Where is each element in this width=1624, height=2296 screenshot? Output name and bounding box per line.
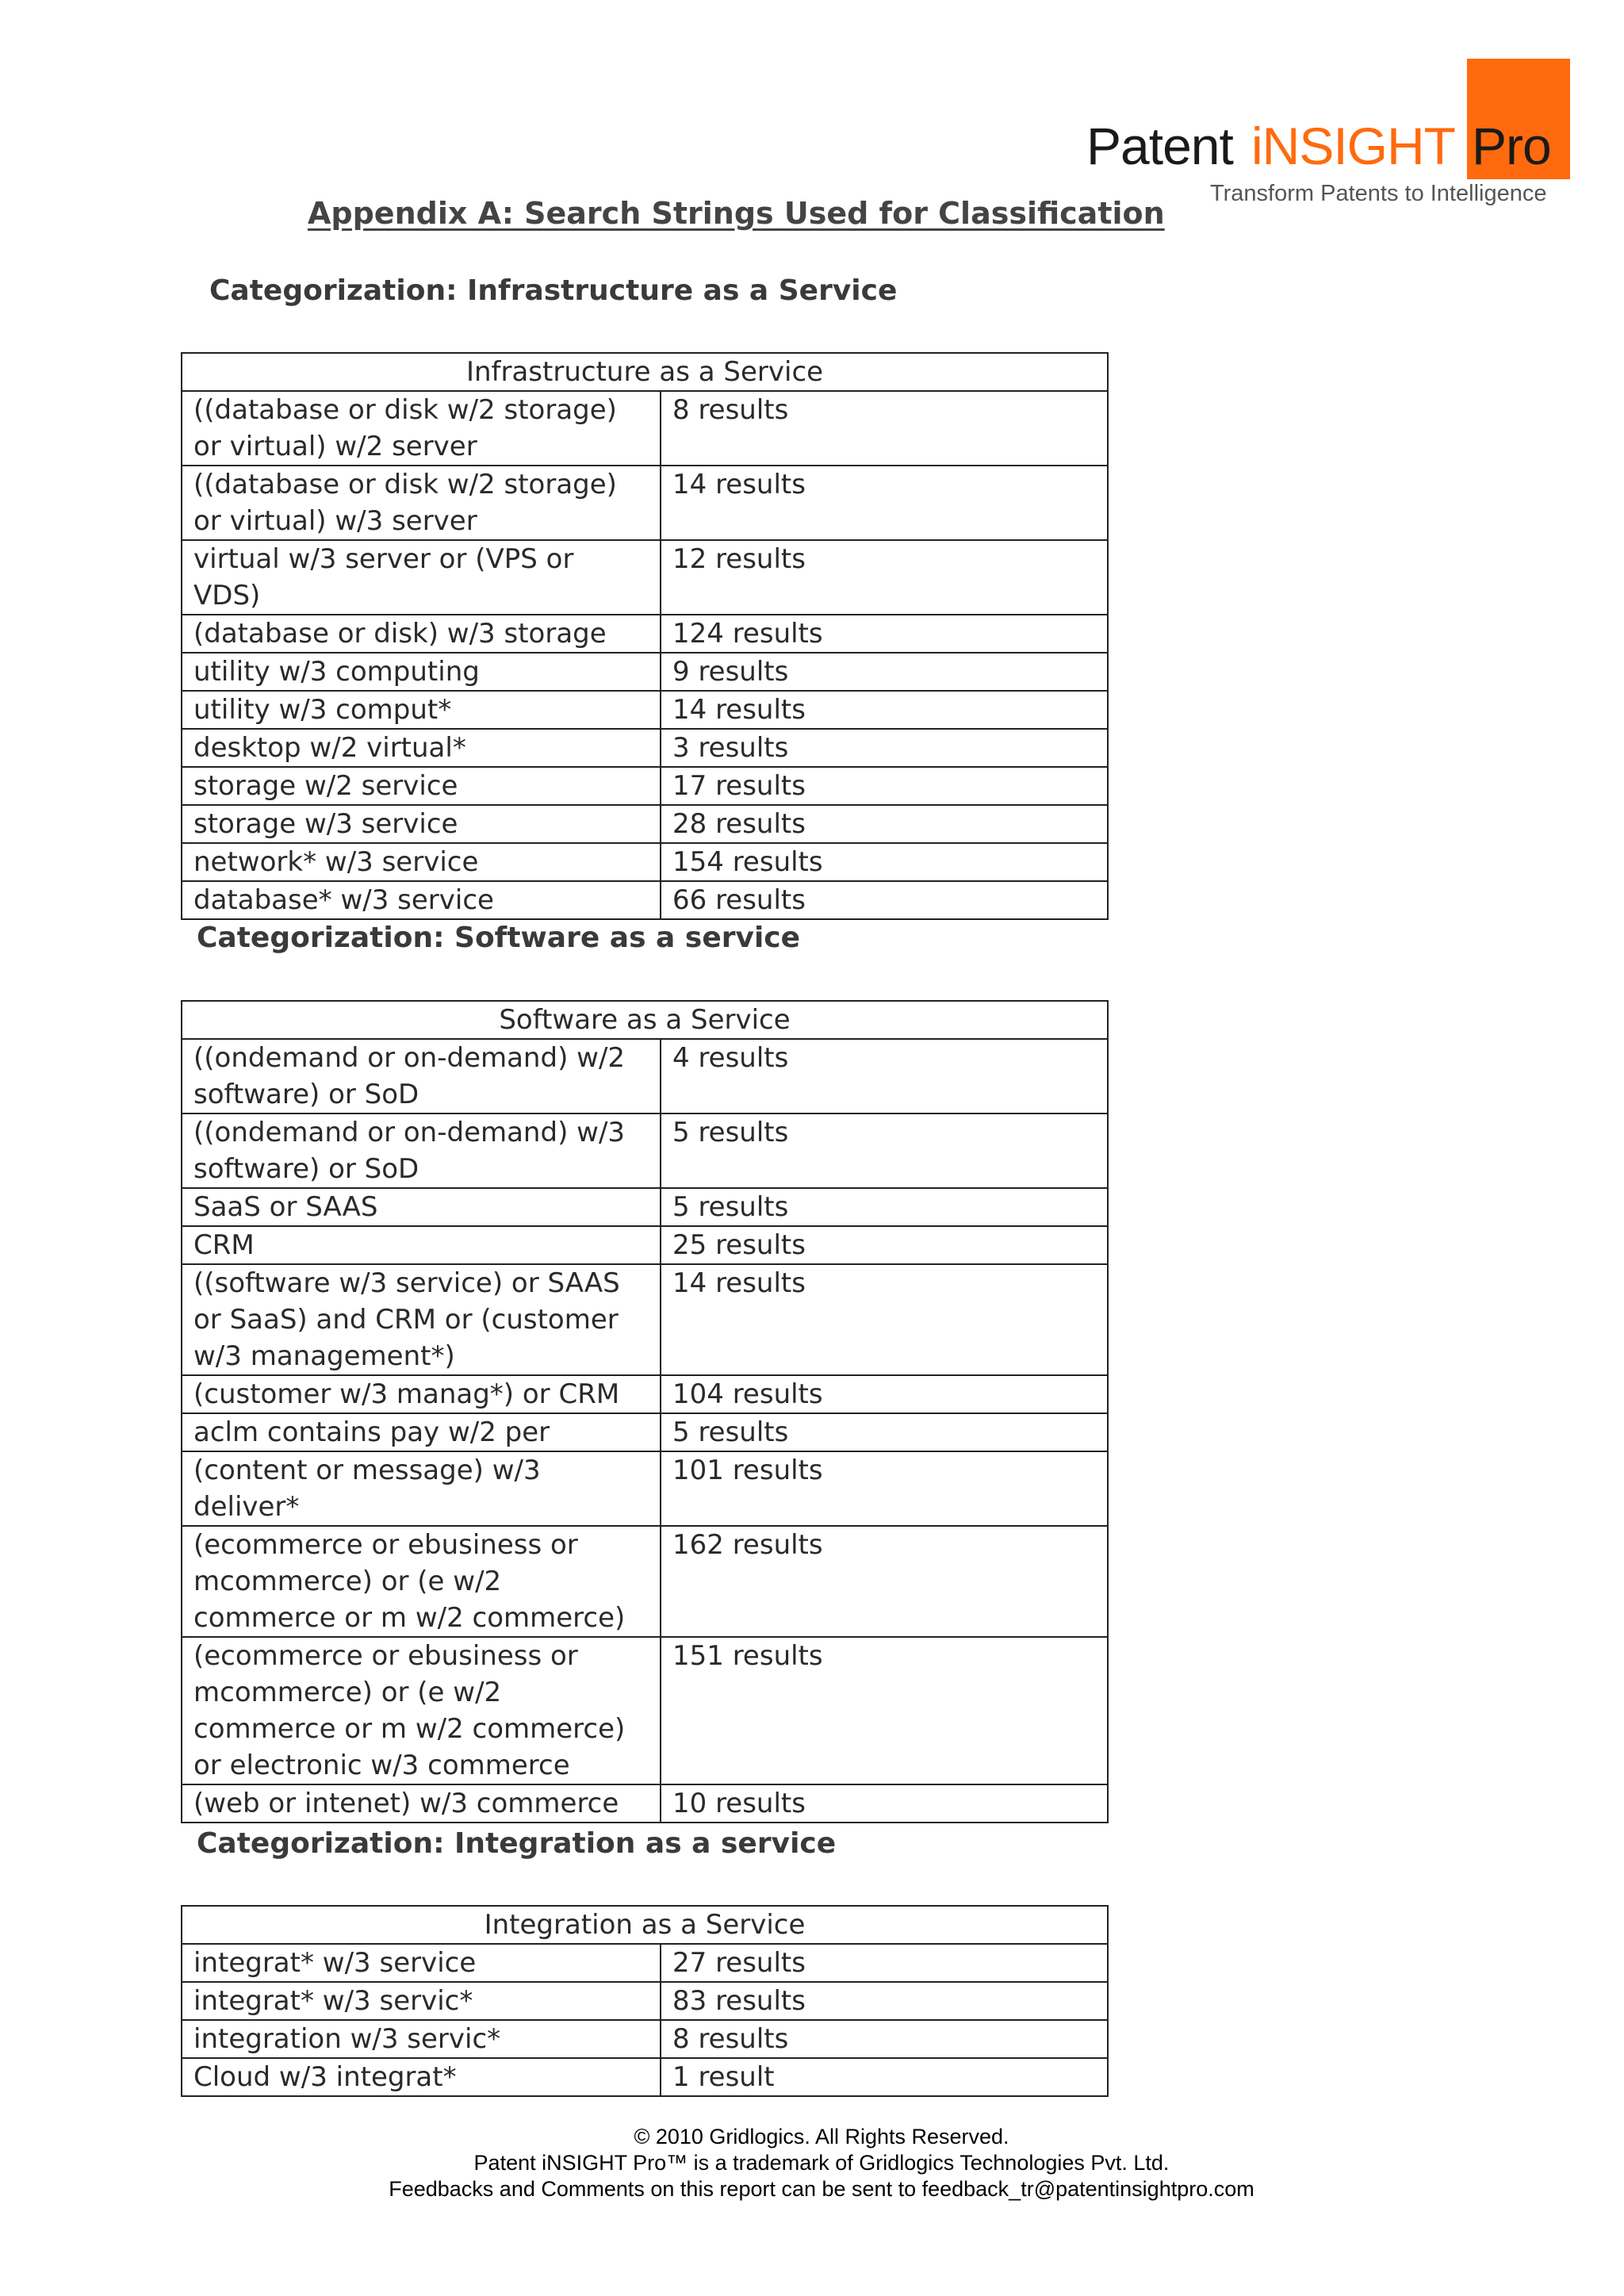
result-count-cell: 14 results [661,466,1108,540]
table-row [182,767,1108,805]
search-string-cell: CRM [182,1226,661,1264]
result-count-cell: 83 results [661,1982,1108,2020]
result-count-cell: 17 results [661,767,1108,805]
search-string-cell: network* w/3 service [182,843,661,881]
table-title-row [182,1906,1108,1944]
search-string-cell: Cloud w/3 integrat* [182,2058,661,2096]
result-count-cell: 5 results [661,1413,1108,1451]
result-count-cell: 151 results [661,1637,1108,1784]
result-count-cell: 162 results [661,1526,1108,1637]
footer-feedback: Feedbacks and Comments on this report can be sent to feedback_tr@patentinsightpro.com [389,2177,1254,2201]
table-row [182,615,1108,653]
table-title: Integration as a Service [182,1906,1108,1944]
result-count-cell: 101 results [661,1451,1108,1526]
table-row [182,1944,1108,1982]
logo-word-patent: Patent [1086,117,1233,175]
table-row [182,1637,1108,1784]
logo-word-pro: Pro [1472,117,1551,175]
patent-insight-pro-logo [1086,57,1578,216]
table-row [182,1264,1108,1375]
search-string-cell: storage w/2 service [182,767,661,805]
search-string-cell: (ecommerce or ebusiness or mcommerce) or (e w/2 commerce or m w/2 commerce) [182,1526,661,1637]
result-count-cell: 66 results [661,881,1108,919]
search-string-cell: ((database or disk w/2 storage) or virtual) w/2 server [182,391,661,466]
result-count-cell: 10 results [661,1784,1108,1823]
table-row [182,1451,1108,1526]
search-string-cell: ((ondemand or on-demand) w/3 software) or SoD [182,1114,661,1188]
result-count-cell: 5 results [661,1188,1108,1226]
footer-trademark: Patent iNSIGHT Pro™ is a trademark of Gridlogics Technologies Pvt. Ltd. [473,2151,1170,2175]
search-string-cell: (web or intenet) w/3 commerce [182,1784,661,1823]
search-string-cell: (customer w/3 manag*) or CRM [182,1375,661,1413]
table-row [182,2058,1108,2096]
result-count-cell: 104 results [661,1375,1108,1413]
search-string-cell: (content or message) w/3 deliver* [182,1451,661,1526]
page-footer [0,2124,1624,2202]
software-table [181,1000,1109,1823]
table-row [182,1526,1108,1637]
result-count-cell: 5 results [661,1114,1108,1188]
search-string-cell: utility w/3 comput* [182,691,661,729]
table-row [182,729,1108,767]
result-count-cell: 12 results [661,540,1108,615]
table-row [182,466,1108,540]
section-heading-infrastructure: Categorization: Infrastructure as a Service [209,274,898,307]
table-row [182,1375,1108,1413]
table-row [182,1784,1108,1823]
search-string-cell: desktop w/2 virtual* [182,729,661,767]
result-count-cell: 4 results [661,1039,1108,1114]
table-row [182,691,1108,729]
search-string-cell: storage w/3 service [182,805,661,843]
search-string-cell: virtual w/3 server or (VPS or VDS) [182,540,661,615]
appendix-title: Appendix A: Search Strings Used for Classification [308,196,1165,231]
result-count-cell: 3 results [661,729,1108,767]
logo-tagline: Transform Patents to Intelligence [1210,181,1547,206]
search-string-cell: database* w/3 service [182,881,661,919]
integration-table [181,1905,1109,2097]
search-string-cell: (ecommerce or ebusiness or mcommerce) or (e w/2 commerce or m w/2 commerce) or electronic w/3 commerce [182,1637,661,1784]
table-row [182,1413,1108,1451]
table-row [182,1188,1108,1226]
search-string-cell: aclm contains pay w/2 per [182,1413,661,1451]
table-row [182,391,1108,466]
result-count-cell: 154 results [661,843,1108,881]
search-string-cell: integrat* w/3 service [182,1944,661,1982]
search-string-cell: ((ondemand or on-demand) w/2 software) or SoD [182,1039,661,1114]
search-string-cell: (database or disk) w/3 storage [182,615,661,653]
search-string-cell: utility w/3 computing [182,653,661,691]
table-row [182,843,1108,881]
table-row [182,881,1108,919]
table-row [182,1982,1108,2020]
result-count-cell: 9 results [661,653,1108,691]
result-count-cell: 28 results [661,805,1108,843]
result-count-cell: 1 result [661,2058,1108,2096]
table-title: Infrastructure as a Service [182,353,1108,391]
section-heading-software: Categorization: Software as a service [197,922,801,954]
search-string-cell: integration w/3 servic* [182,2020,661,2058]
result-count-cell: 25 results [661,1226,1108,1264]
table-title: Software as a Service [182,1001,1108,1039]
table-row [182,1226,1108,1264]
table-row [182,2020,1108,2058]
result-count-cell: 14 results [661,1264,1108,1375]
search-string-cell: integrat* w/3 servic* [182,1982,661,2020]
result-count-cell: 8 results [661,2020,1108,2058]
table-row [182,1114,1108,1188]
table-row [182,540,1108,615]
result-count-cell: 14 results [661,691,1108,729]
search-string-cell: ((database or disk w/2 storage) or virtual) w/3 server [182,466,661,540]
result-count-cell: 8 results [661,391,1108,466]
footer-copyright: © 2010 Gridlogics. All Rights Reserved. [634,2125,1009,2148]
result-count-cell: 124 results [661,615,1108,653]
logo-word-insight: iNSIGHT [1251,117,1455,175]
result-count-cell: 27 results [661,1944,1108,1982]
table-row [182,805,1108,843]
search-string-cell: ((software w/3 service) or SAAS or SaaS) and CRM or (customer w/3 management*) [182,1264,661,1375]
table-row [182,653,1108,691]
table-title-row [182,1001,1108,1039]
search-string-cell: SaaS or SAAS [182,1188,661,1226]
section-heading-integration: Categorization: Integration as a service [197,1827,837,1860]
table-title-row [182,353,1108,391]
infrastructure-table [181,352,1109,920]
table-row [182,1039,1108,1114]
